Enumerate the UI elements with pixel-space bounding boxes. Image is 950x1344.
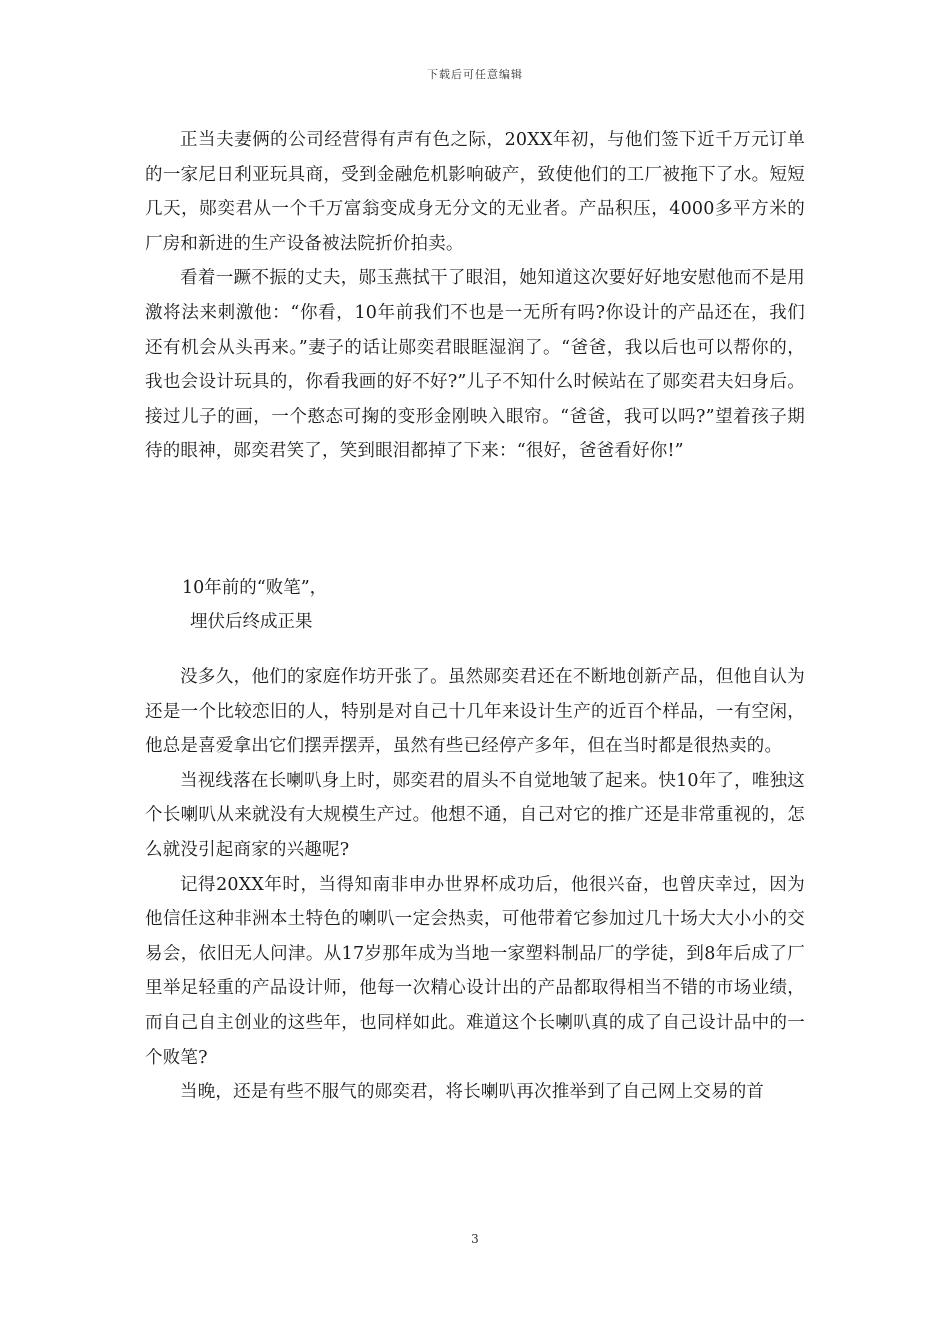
page-header-note: 下载后可任意编辑 (427, 68, 523, 81)
paragraph: 记得20XX年时，当得知南非申办世界杯成功后，他很兴奋，也曾庆幸过，因为他信任这种非洲本土特色的喇叭一定会热卖，可他带着它参加过几十场大大小小的交易会，依旧无人问津。从17岁那年成为当地一家塑料制品厂的学徒，到8年后成了厂里举足轻重的产品设计师，他每一次精心设计出的产品都取得相当不错的市场业绩，而自己自主创业的这些年，也同样如此。难道这个长喇叭真的成了自己设计品中的一个败笔? (145, 874, 805, 1068)
subheading-line-1: 10年前的“败笔”， (182, 578, 328, 598)
body-section-2 (145, 660, 805, 1110)
paragraph: 当晚，还是有些不服气的郧奕君，将长喇叭再次推举到了自己网上交易的首 (180, 1082, 765, 1103)
paragraph: 当视线落在长喇叭身上时，郧奕君的眉头不自觉地皱了起来。快10年了，唯独这个长喇叭从来就没有大规模生产过。他想不通，自己对它的推广还是非常重视的，怎么就没引起商家的兴趣呢? (145, 770, 805, 860)
paragraph: 看着一蹶不振的丈夫，郧玉燕拭干了眼泪，她知道这次要好好地安慰他而不是用激将法来刺激他：“你看，10年前我们不也是一无所有吗?你设计的产品还在，我们还有机会从头再来。”妻子的话让郧奕君眼眶湿润了。“爸爸，我以后也可以帮你的，我也会设计玩具的，你看我画的好不好?”儿子不知什么时候站在了郧奕君夫妇身后。接过儿子的画，一个憨态可掬的变形金刚映入眼帘。“爸爸，我可以吗?”望着孩子期待的眼神，郧奕君笑了，笑到眼泪都掉了下来：“很好，爸爸看好你!” (145, 268, 805, 462)
paragraph: 没多久，他们的家庭作坊开张了。虽然郧奕君还在不断地创新产品，但他自认为还是一个比较恋旧的人，特别是对自己十几年来设计生产的近百个样品，一有空闲，他总是喜爱拿出它们摆弄摆弄，虽然有些已经停产多年，但在当时都是很热卖的。 (145, 667, 805, 757)
page-number: 3 (471, 1232, 479, 1246)
body-section-1 (145, 123, 805, 469)
paragraph: 正当夫妻俩的公司经营得有声有色之际，20XX年初，与他们签下近千万元订单的一家尼日利亚玩具商，受到金融危机影响破产，致使他们的工厂被拖下了水。短短几天，郧奕君从一个千万富翁变成身无分文的无业者。产品积压，4000多平方米的厂房和新进的生产设备被法院折价拍卖。 (145, 130, 805, 254)
subheading-line-2: 埋伏后终成正果 (190, 612, 313, 632)
